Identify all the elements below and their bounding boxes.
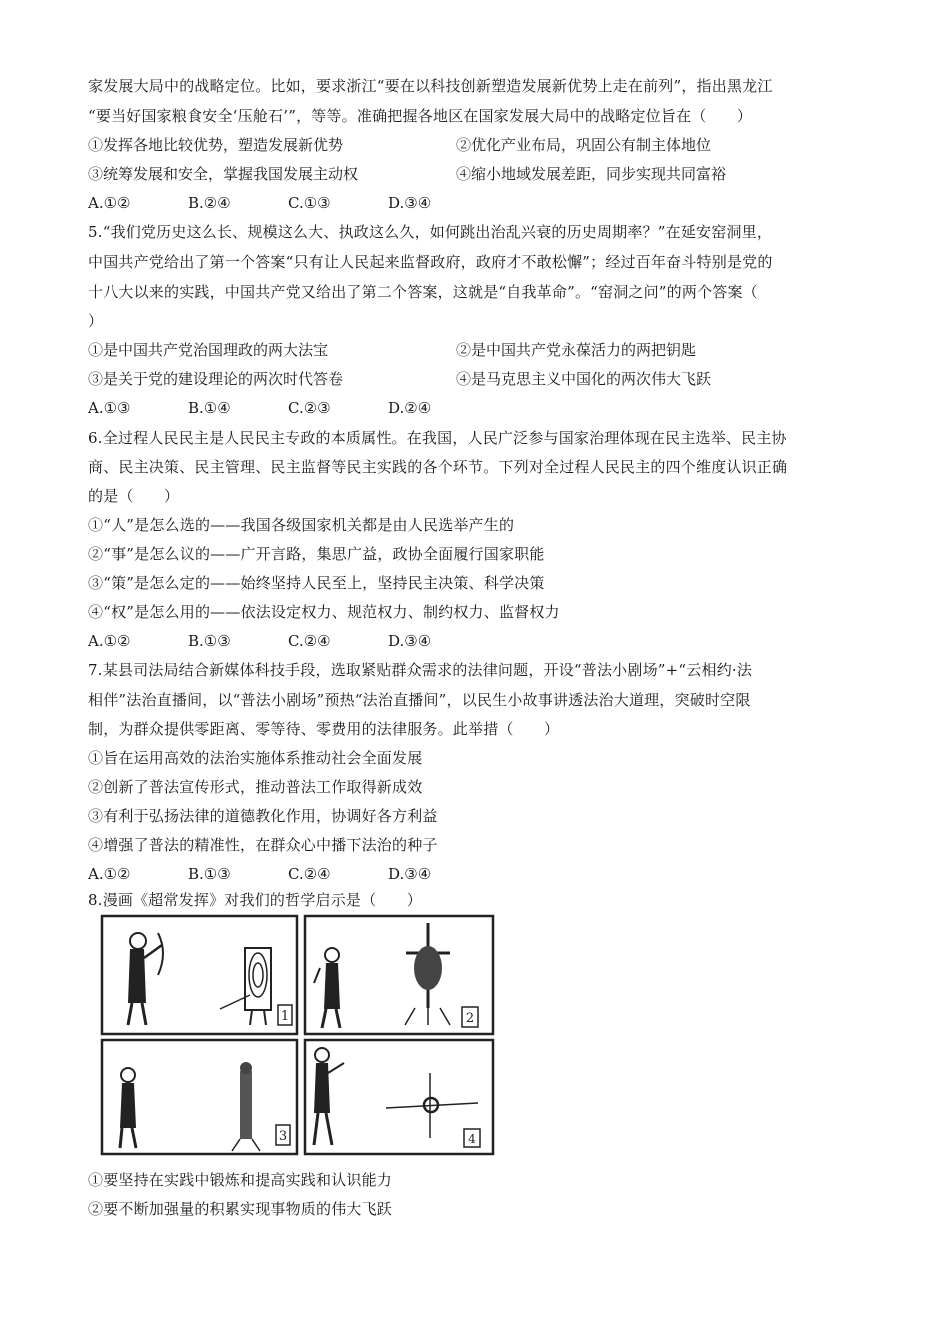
q7-item-3: ③有利于弘扬法律的道德教化作用，协调好各方利益 — [88, 807, 438, 825]
q4-items-row-2 — [88, 164, 726, 184]
q4-option-a: A.①② — [88, 194, 131, 212]
panel-number-2: 2 — [465, 1011, 475, 1026]
cartoon-panel-1 — [102, 916, 297, 1034]
q8-stem: 8.漫画《超常发挥》对我们的哲学启示是（ ） — [88, 891, 422, 909]
q5-item-4: ④是马克思主义中国化的两次伟大飞跃 — [456, 370, 712, 388]
q6-option-c: C.②④ — [288, 632, 331, 650]
q6-line-2: 商、民主决策、民主管理、民主监督等民主实践的各个环节。下列对全过程人民民主的四个维度认识正确 — [88, 458, 788, 476]
q4-option-b: B.②④ — [188, 194, 231, 212]
cartoon-panel-2 — [305, 916, 493, 1034]
q7-line-2: 相伴”法治直播间，以“普法小剧场”预热“法治直播间”，以民生小故事讲透法治大道理，突破时空限 — [88, 691, 751, 709]
q4-option-c: C.①③ — [288, 194, 331, 212]
q7-options — [88, 864, 431, 884]
q5-line-2: 中国共产党给出了第一个答案“只有让人民起来监督政府，政府才不敢松懈”；经过百年奋斗特别是党的 — [88, 253, 773, 271]
q6-item-1: ①“人”是怎么选的——我国各级国家机关都是由人民选举产生的 — [88, 516, 515, 534]
q7-line-3: 制，为群众提供零距离、零等待、零费用的法律服务。此举措（ ） — [88, 720, 560, 738]
q6-options — [88, 631, 431, 651]
q6-line-3: 的是（ ） — [88, 487, 180, 505]
panel-number-1: 1 — [280, 1009, 290, 1024]
q5-item-1: ①是中国共产党治国理政的两大法宝 — [88, 341, 329, 359]
q8-item-2: ②要不断加强量的积累实现事物质的伟大飞跃 — [88, 1200, 393, 1218]
q4-item-3: ③统筹发展和安全，掌握我国发展主动权 — [88, 165, 359, 183]
q5-option-a: A.①③ — [88, 399, 131, 417]
q4-line-1: 家发展大局中的战略定位。比如，要求浙江“要在以科技创新塑造发展新优势上走在前列”，指出黑龙江 — [88, 77, 773, 95]
q5-line-1: 5.“我们党历史这么长、规模这么大、执政这么久，如何跳出治乱兴衰的历史周期率？”在延安窑洞里， — [88, 223, 773, 241]
q7-item-4: ④增强了普法的精准性，在群众心中播下法治的种子 — [88, 836, 438, 854]
panel-number-4: 4 — [468, 1132, 476, 1146]
q4-item-4: ④缩小地域发展差距，同步实现共同富裕 — [456, 165, 727, 183]
cartoon-panel-3 — [102, 1040, 297, 1154]
q8-item-1: ①要坚持在实践中锻炼和提高实践和认识能力 — [88, 1171, 393, 1189]
q7-line-1: 7.某县司法局结合新媒体科技手段，选取紧贴群众需求的法律问题，开设“普法小剧场”+“云相约·法 — [88, 661, 753, 679]
q4-items-row-1 — [88, 135, 711, 155]
q7-item-1: ①旨在运用高效的法治实施体系推动社会全面发展 — [88, 749, 423, 767]
q6-option-b: B.①③ — [188, 632, 231, 650]
q7-item-2: ②创新了普法宣传形式，推动普法工作取得新成效 — [88, 778, 423, 796]
q6-item-4: ④“权”是怎么用的——依法设定权力、规范权力、制约权力、监督权力 — [88, 603, 560, 621]
q4-item-2: ②优化产业布局，巩固公有制主体地位 — [456, 136, 712, 154]
q6-item-3: ③“策”是怎么定的——始终坚持人民至上，坚持民主决策、科学决策 — [88, 574, 545, 592]
q5-options — [88, 398, 431, 418]
q6-option-a: A.①② — [88, 632, 131, 650]
q6-line-1: 6.全过程人民民主是人民民主专政的本质属性。在我国，人民广泛参与国家治理体现在民主选举、民主协 — [88, 429, 787, 447]
q5-item-3: ③是关于党的建设理论的两次时代答卷 — [88, 370, 344, 388]
cartoon-super-performance — [100, 913, 495, 1158]
q5-option-b: B.①④ — [188, 399, 231, 417]
q7-option-d: D.③④ — [388, 865, 432, 883]
q7-option-c: C.②④ — [288, 865, 331, 883]
q7-option-b: B.①③ — [188, 865, 231, 883]
q5-option-d: D.②④ — [388, 399, 432, 417]
q5-items-row-2 — [88, 369, 711, 389]
q4-option-d: D.③④ — [388, 194, 432, 212]
q4-options — [88, 193, 431, 213]
q5-line-3: 十八大以来的实践，中国共产党又给出了第二个答案，这就是“自我革命”。“窑洞之问”的两个答案（ — [88, 283, 758, 301]
q7-option-a: A.①② — [88, 865, 131, 883]
q5-item-2: ②是中国共产党永葆活力的两把钥匙 — [456, 341, 697, 359]
q4-item-1: ①发挥各地比较优势，塑造发展新优势 — [88, 136, 344, 154]
q6-item-2: ②“事”是怎么议的——广开言路，集思广益，政协全面履行国家职能 — [88, 545, 545, 563]
q5-option-c: C.②③ — [288, 399, 331, 417]
q6-option-d: D.③④ — [388, 632, 432, 650]
q5-items-row-1 — [88, 340, 696, 360]
cartoon-panel-4 — [305, 1040, 493, 1154]
q5-line-4: ） — [88, 312, 104, 330]
panel-number-3: 3 — [278, 1129, 288, 1144]
q4-line-2: “要当好国家粮食安全‘压舱石’”，等等。准确把握各地区在国家发展大局中的战略定位旨在（ ） — [88, 107, 753, 125]
